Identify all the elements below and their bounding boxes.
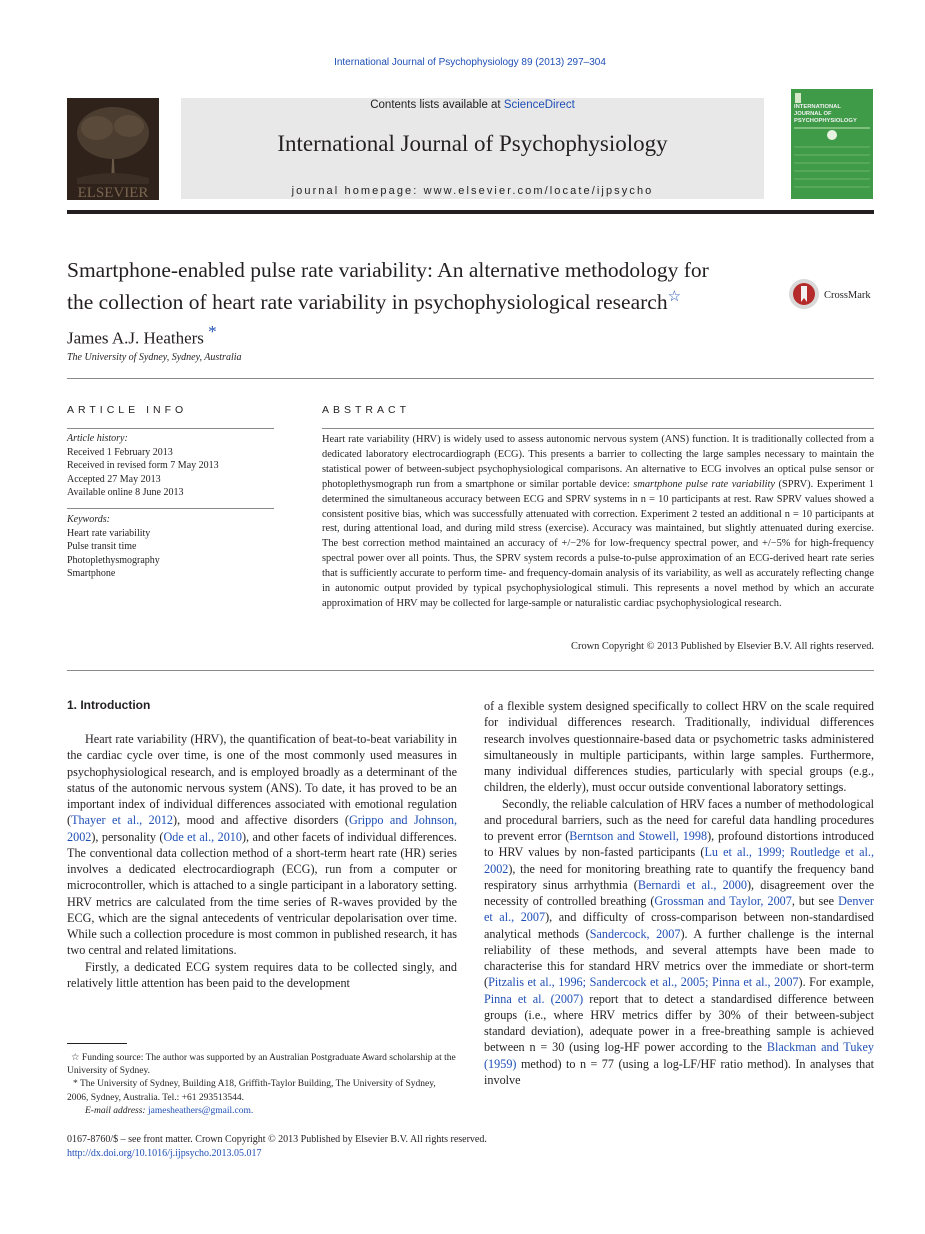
paragraph: of a flexible system designed specifically to collect HRV on the scale required for individual differences research. Traditionally, individual differences research involves questionnaire-based data or psychometric tasks administered simultaneously in multiple participants, within large samples. Furthermore, many individual differences studies, particularly with special groups (e.g., children, the elderly), must occur outside conventional laboratory settings. [484, 699, 874, 795]
citation-link[interactable]: Grippo and Johnson, 2002 [67, 813, 457, 844]
article-title [67, 257, 797, 316]
email-link[interactable]: jamesheathers@gmail.com. [147, 1105, 254, 1116]
abstract-copyright: Crown Copyright © 2013 Published by Elsevier B.V. All rights reserved. [571, 641, 874, 652]
right-column [484, 698, 874, 1088]
citation-link[interactable]: Grossman and Taylor, 2007 [654, 894, 792, 908]
abstract-text [322, 433, 874, 612]
elsevier-wordmark: ELSEVIER [77, 185, 149, 200]
crossmark-icon [788, 277, 878, 311]
elsevier-logo [67, 98, 159, 200]
citation-link[interactable]: Denver et al., 2007 [484, 894, 874, 925]
funding-footnote-link[interactable]: ☆ [667, 289, 682, 305]
keyword-item: Heart rate variability [67, 527, 151, 539]
section-title: 1. Introduction [67, 698, 151, 712]
history-online: Available online 8 June 2013 [67, 487, 184, 498]
abstract-part-b: (SPRV). Experiment 1 determined the simultaneous accuracy between ECG and SPRV systems in n = 10 participants at rest. Raw SPRV values showed a consistent positive bias, which was successfully attenuated with correction. Experiment 2 tested an additional n = 10 participants at rest, during attentional load, and during mild stress (exercise). Accuracy was maintained, but slightly attenuated during exercise. The best correction method maintained an accuracy of +/−2% for low-frequency spectral power, and +/−5% for high-frequency spectral power over all points. Thus, the SPRV system records a pulse-to-pulse approximation of an ECG-derived heart rate series that is sufficiently accurate to perform time- and frequency-domain analysis of its variability, as well as accurately reflecting change in autonomic output provided by typical psychophysiological stimuli. This represents a novel method by which an accurate approximation of HRV may be collected for large-sample or naturalistic cardiac psychophysiological research. [322, 478, 874, 609]
article-info-heading: ARTICLE INFO [67, 404, 188, 416]
footnote-rule [67, 1043, 127, 1044]
article-info-rule [67, 428, 274, 429]
affiliation: The University of Sydney, Sydney, Australia [67, 352, 242, 363]
citation-link[interactable]: Thayer et al., 2012 [71, 813, 174, 828]
author-line [67, 322, 217, 349]
keyword-item: Smartphone [67, 568, 116, 579]
crossmark-badge[interactable] [788, 277, 878, 311]
citation-link[interactable]: Bernardi et al., 2000 [637, 877, 747, 892]
footnote-funding-text: Funding source: The author was supported by an Australian Postgraduate Award scholarship at the University of Sydney. [67, 1053, 456, 1077]
text-run: ), the need for monitoring breathing rate to quantify the frequency band respiratory sinus arrhythmia ( [484, 861, 874, 892]
text-run: ), personality ( [91, 829, 164, 844]
sciencedirect-link[interactable]: ScienceDirect [503, 99, 575, 111]
keyword-item: Pulse transit time [67, 541, 137, 552]
footnote-mark: ☆ [71, 1053, 80, 1063]
abstract-part-a: Heart rate variability (HRV) is widely used to assess autonomic nervous system (ANS) function. It is traditionally collected from a dedicated laboratory electrocardiograph (ECG). This presents a barrier to collecting the large samples necessary to maintain the statistical power of between-subject psychophysiological comparisons. An alternative to ECG involves an optical pulse sensor or photoplethysmograph run from a smartphone or similar portable device: [322, 434, 874, 490]
corresponding-author-link[interactable]: * [208, 322, 217, 341]
journal-homepage: journal homepage: www.elsevier.com/locate/ijpsycho [291, 185, 654, 197]
text-run: ). A further challenge is the internal reliability of these methods, and several attempts have been made to characterise this for standard HRV metrics over the immediate or short-term ( [484, 926, 875, 990]
text-run: ), profound distortions introduced to HRV values by non-fasted participants ( [484, 829, 874, 860]
keywords-rule [67, 508, 274, 509]
text-run: ), mood and affective disorders ( [173, 813, 349, 828]
journal-citation-link[interactable]: International Journal of Psychophysiology 89 (2013) 297–304 [334, 57, 606, 68]
text-run: ). For example, [798, 975, 874, 990]
abstract-rule [322, 428, 874, 429]
citation-link[interactable]: Berntson and Stowell, 1998 [569, 829, 708, 843]
text-run: ), disagreement over the necessity of controlled breathing ( [484, 877, 875, 908]
history-label: Article history: [67, 433, 128, 444]
text-run: method) to n = 77 (using a log-LF/HF ratio method). In analyses that involve [484, 1056, 874, 1087]
email-label: E-mail address: [85, 1105, 148, 1116]
contents-prefix: Contents lists available at [370, 99, 504, 111]
crossmark-label: CrossMark [824, 290, 871, 301]
text-run: ), and difficulty of cross-comparison between non-standardised analytical methods ( [484, 910, 874, 941]
footnotes [67, 1052, 459, 1118]
author-name: James A.J. Heathers [67, 328, 204, 348]
footnote-corresponding [67, 1078, 459, 1104]
keywords-label: Keywords: [67, 514, 110, 525]
abstract-heading: ABSTRACT [322, 404, 411, 416]
journal-banner [181, 98, 764, 199]
citation-link[interactable]: Lu et al., 1999; Routledge et al., 2002 [484, 845, 874, 876]
journal-cover-image [791, 89, 873, 199]
paragraph [67, 731, 457, 959]
citation-link[interactable]: Blackman and Tukey (1959) [484, 1040, 875, 1071]
header-rule [67, 210, 874, 214]
text-run: , but see [791, 894, 839, 908]
doi-link[interactable]: http://dx.doi.org/10.1016/j.ijpsycho.2013.05.017 [67, 1148, 262, 1159]
history-received: Received 1 February 2013 [67, 446, 173, 458]
footnote-corresponding-text: The University of Sydney, Building A18, Griffith-Taylor Building, The University of Sydney, 2006, Sydney, Australia. Tel.: +61 293513544. [67, 1079, 436, 1103]
footnote-mark: * [73, 1079, 78, 1090]
page-footer [67, 1133, 487, 1161]
issn-line: 0167-8760/$ – see front matter. Crown Copyright © 2013 Published by Elsevier B.V. All rights reserved. [67, 1134, 487, 1145]
paragraph [484, 796, 874, 1089]
citation-link[interactable]: Sandercock, 2007 [589, 926, 681, 941]
elsevier-tree-icon [67, 98, 159, 200]
citation-link[interactable]: Ode et al., 2010 [163, 829, 242, 844]
history-revised: Received in revised form 7 May 2013 [67, 460, 219, 471]
paragraph: Firstly, a dedicated ECG system requires data to be collected singly, and relatively little attention has been paid to the development [67, 959, 457, 990]
left-column [67, 731, 457, 991]
journal-cover [791, 89, 873, 199]
history-accepted: Accepted 27 May 2013 [67, 473, 161, 485]
keyword-item: Photoplethysmography [67, 554, 160, 566]
text-run: report that to detect a standardised difference between groups (i.e., where HRV metrics differ by 30% of their between-subject standard deviation), adequate power in a free-breathing sample is achieved between n = 30 (using log-HF power according to the [484, 991, 874, 1055]
text-run: ), and other facets of individual differences. The conventional data collection method of a short-term heart rate (HR) series involves a dedicated electrocardiograph (ECG), run from a computer or microcontroller, which is attached to a single participant in a laboratory setting. HRV metrics are calculated from the time series of R-waves provided by the ECG, which are the signal antecedents of ventricular depolarisation over time. While such a collection procedure is most common in published research, it has two central and related limitations. [67, 829, 457, 958]
article-title-line2: the collection of heart rate variability in psychophysiological research [67, 290, 668, 315]
citation-link[interactable]: Pitzalis et al., 1996; Sandercock et al., 2005; Pinna et al., 2007 [488, 975, 799, 990]
text-run: Heart rate variability (HRV), the quantification of beat-to-beat variability in the cardiac cycle over time, is one of the most commonly used measures in psychophysiological research, and is employed broadly as a determinant of the status of the autonomic nervous system (ANS). To date, it has proved to be an important index of individual differences associated with emotional regulation ( [67, 732, 457, 828]
text-run: Secondly, the reliable calculation of HRV faces a number of methodological and procedural barriers, such as the need for careful data handling procedures to prevent error ( [484, 796, 874, 843]
title-rule [67, 378, 874, 379]
journal-title: International Journal of Psychophysiology [277, 131, 668, 156]
cover-title: INTERNATIONAL JOURNAL OF PSYCHOPHYSIOLOGY [794, 104, 857, 124]
abstract-bottom-rule [67, 670, 874, 671]
footnote-email [67, 1105, 459, 1118]
footnote-funding [67, 1052, 459, 1078]
citation-link[interactable]: Pinna et al. (2007) [484, 991, 584, 1006]
contents-line [181, 99, 764, 111]
keywords [67, 513, 277, 581]
article-history [67, 432, 277, 500]
article-title-line1: Smartphone-enabled pulse rate variability: An alternative methodology for [67, 258, 709, 282]
abstract-emphasis: smartphone pulse rate variability [633, 478, 775, 490]
